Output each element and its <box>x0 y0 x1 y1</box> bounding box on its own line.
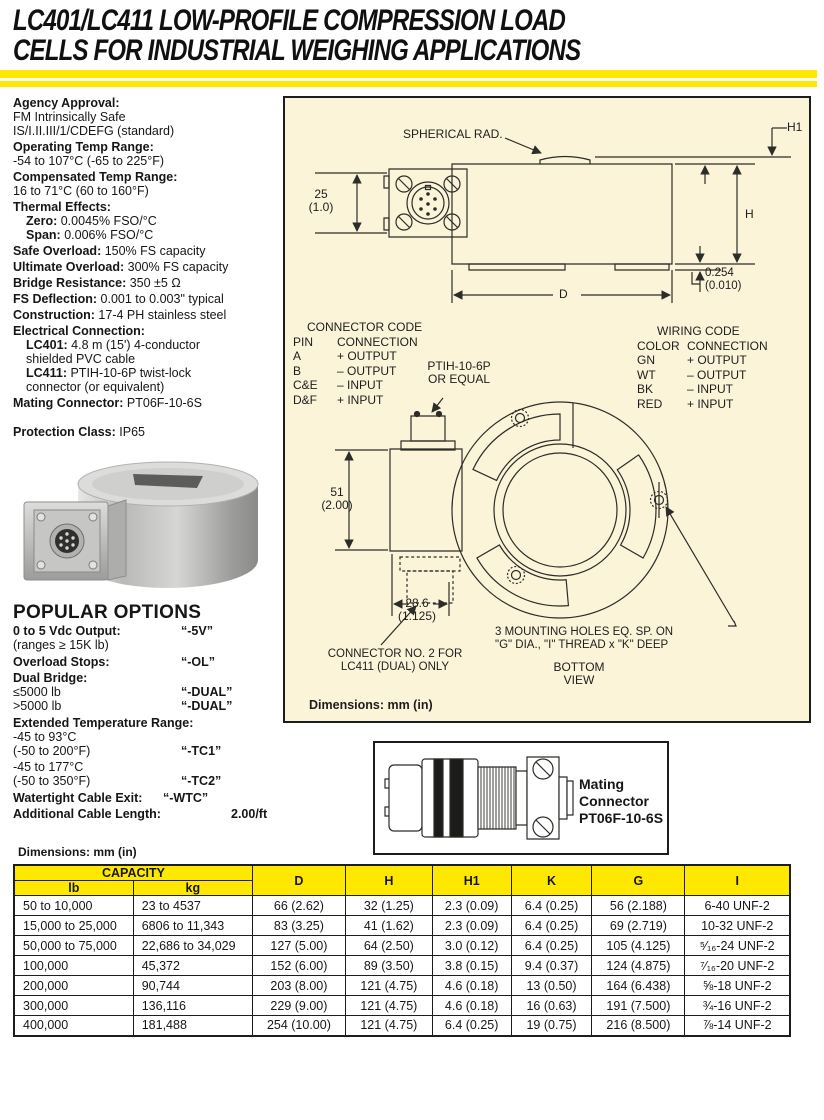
option-line: (-50 to 350°F) “-TC2” <box>13 774 222 788</box>
mating-connector-drawing <box>375 743 575 853</box>
spec-line: shielded PVC cable <box>26 352 136 366</box>
spec-line: connector (or equivalent) <box>26 380 165 394</box>
connector-code-row: A + OUTPUT <box>293 349 397 363</box>
page-title <box>13 6 813 66</box>
table-row: 50,000 to 75,000 22,686 to 34,029 127 (5.00) 64 (2.50) 3.0 (0.12) 6.4 (0.25) 105 (4.125) ⁵⁄₁₆-24 UNF-2 <box>14 936 790 956</box>
mating-connector-box <box>373 741 669 855</box>
table-dimensions-label: Dimensions: mm (in) <box>18 845 137 859</box>
table-row: 100,000 45,372 152 (6.00) 89 (3.50) 3.8 (0.15) 9.4 (0.37) 124 (4.875) ⁷⁄₁₆-20 UNF-2 <box>14 956 790 976</box>
option-line: -45 to 93°C <box>13 729 77 744</box>
capacity-header: CAPACITY <box>14 865 252 881</box>
spec-line: Electrical Connection: <box>13 324 145 338</box>
col-header-g: G <box>592 865 685 896</box>
wiring-code-row: BK – INPUT <box>637 382 734 396</box>
capacity-dimensions-table <box>13 864 791 1037</box>
dim-286-label: 28.6 (1.125) <box>397 596 437 623</box>
h-dim-label: H <box>745 207 754 221</box>
spec-line: Compensated Temp Range: <box>13 170 178 184</box>
option-line: -45 to 177°C <box>13 760 84 774</box>
specifications-list <box>13 96 281 439</box>
connector-code-table <box>293 320 422 407</box>
spec-line: Span: 0.006% FSO/°C <box>26 228 154 242</box>
mating-connector-text: Mating Connector PT06F-10-6S <box>579 776 664 826</box>
connector-code-row: C&E – INPUT <box>293 378 384 392</box>
connector2-note: CONNECTOR NO. 2 FOR LC411 (DUAL) ONLY <box>327 648 463 673</box>
spec-line: FS Deflection: 0.001 to 0.003" typical <box>13 292 224 306</box>
option-line: 0 to 5 Vdc Output: “-5V” <box>13 624 213 638</box>
connector-code-row: D&F + INPUT <box>293 392 384 407</box>
option-line: (-50 to 200°F) “-TC1” <box>13 743 222 758</box>
connector-code-title: CONNECTOR CODE <box>307 320 423 334</box>
connector-code-row: B – OUTPUT <box>293 363 397 378</box>
dim-25-label: 25 (1.0) <box>308 187 334 214</box>
spec-line: Safe Overload: 150% FS capacity <box>13 244 206 258</box>
table-row: 300,000 136,116 229 (9.00) 121 (4.75) 4.6 (0.18) 16 (0.63) 191 (7.500) ¾-16 UNF-2 <box>14 996 790 1016</box>
spec-line: Protection Class: IP65 <box>13 425 145 439</box>
wiring-code-table <box>637 324 768 411</box>
spec-line: Mating Connector: PT06F-10-6S <box>13 396 202 410</box>
option-line: Extended Temperature Range: <box>13 715 194 730</box>
spec-line: Bridge Resistance: 350 ±5 Ω <box>13 276 181 290</box>
option-line: Watertight Cable Exit: “-WTC” <box>13 790 209 805</box>
mounting-holes-note: 3 MOUNTING HOLES EQ. SP. ON "G" DIA., "I" THREAD x "K" DEEP <box>495 626 674 651</box>
wiring-code-title: WIRING CODE <box>657 324 740 338</box>
h1-dim-label: H1 <box>787 120 803 134</box>
spec-line: Operating Temp Range: <box>13 140 154 154</box>
option-line: >5000 lb “-DUAL” <box>13 699 233 713</box>
spec-line: Construction: 17-4 PH stainless steel <box>13 308 227 322</box>
option-line: Additional Cable Length: 2.00/ft <box>13 807 268 821</box>
col-header-lb: lb <box>14 881 133 896</box>
wiring-code-header: COLOR CONNECTION <box>637 338 768 353</box>
spec-line: IS/I.II.III/1/CDEFG (standard) <box>13 124 175 138</box>
wiring-code-row: RED + INPUT <box>637 396 734 411</box>
spec-line: Thermal Effects: <box>13 200 111 214</box>
connector-pins <box>419 192 437 216</box>
wiring-code-row: GN + OUTPUT <box>637 353 747 367</box>
option-line: Overload Stops: “-OL” <box>13 654 216 669</box>
table-row: 400,000 181,488 254 (10.00) 121 (4.75) 6.4 (0.25) 19 (0.75) 216 (8.500) ⅞-14 UNF-2 <box>14 1016 790 1036</box>
spherical-rad-label: SPHERICAL RAD. <box>403 127 503 141</box>
d-dim-label: D <box>559 287 568 301</box>
spec-line: Zero: 0.0045% FSO/°C <box>26 214 157 228</box>
option-line: ≤5000 lb “-DUAL” <box>13 685 233 699</box>
option-line: (ranges ≥ 15K lb) <box>13 638 109 652</box>
spec-line: -54 to 107°C (-65 to 225°F) <box>13 154 165 168</box>
col-header-h: H <box>345 865 432 896</box>
table-header-row-1 <box>14 865 790 881</box>
technical-drawing-box <box>283 96 811 723</box>
spec-line: 16 to 71°C (60 to 160°F) <box>13 184 149 198</box>
product-photo <box>8 444 266 602</box>
diagram-dimensions-note: Dimensions: mm (in) <box>309 698 433 712</box>
table-row: 15,000 to 25,000 6806 to 11,343 83 (3.25) 41 (1.62) 2.3 (0.09) 6.4 (0.25) 69 (2.719) 10-32 UNF-2 <box>14 916 790 936</box>
spec-line: Ultimate Overload: 300% FS capacity <box>13 260 229 274</box>
spec-line: FM Intrinsically Safe <box>13 110 126 124</box>
table-row: 200,000 90,744 203 (8.00) 121 (4.75) 4.6 (0.18) 13 (0.50) 164 (6.438) ⅝-18 UNF-2 <box>14 976 790 996</box>
col-header-kg: kg <box>133 881 252 896</box>
spec-line: Agency Approval: <box>13 96 120 110</box>
accent-bar-bottom <box>0 81 817 87</box>
table-row: 50 to 10,000 23 to 4537 66 (2.62) 32 (1.25) 2.3 (0.09) 6.4 (0.25) 56 (2.188) 6-40 UNF-2 <box>14 896 790 916</box>
popular-options-heading: POPULAR OPTIONS <box>13 602 202 623</box>
bottom-view-label: BOTTOM VIEW <box>553 660 605 687</box>
ptih-label: PTIH-10-6P OR EQUAL <box>427 359 491 386</box>
col-header-k: K <box>511 865 592 896</box>
option-line: Dual Bridge: <box>13 671 88 685</box>
col-header-i: I <box>685 865 790 896</box>
wiring-code-row: WT – OUTPUT <box>637 367 747 382</box>
spec-line: LC411: PTIH-10-6P twist-lock <box>26 366 192 380</box>
title-line-1: LC401/LC411 LOW-PROFILE COMPRESSION LOAD <box>13 4 566 37</box>
spec-line: LC401: 4.8 m (15') 4-conductor <box>26 338 200 352</box>
popular-options <box>13 602 281 821</box>
connector-code-header: PIN CONNECTION <box>293 334 418 349</box>
col-header-h1: H1 <box>432 865 511 896</box>
title-line-2: CELLS FOR INDUSTRIAL WEIGHING APPLICATIONS <box>13 34 581 67</box>
col-header-d: D <box>252 865 345 896</box>
dim-0254-label: 0.254 (0.010) <box>705 267 742 292</box>
dim-51-label: 51 (2.00) <box>321 485 353 512</box>
accent-bar-top <box>0 70 817 78</box>
mounting-slots <box>464 403 656 621</box>
